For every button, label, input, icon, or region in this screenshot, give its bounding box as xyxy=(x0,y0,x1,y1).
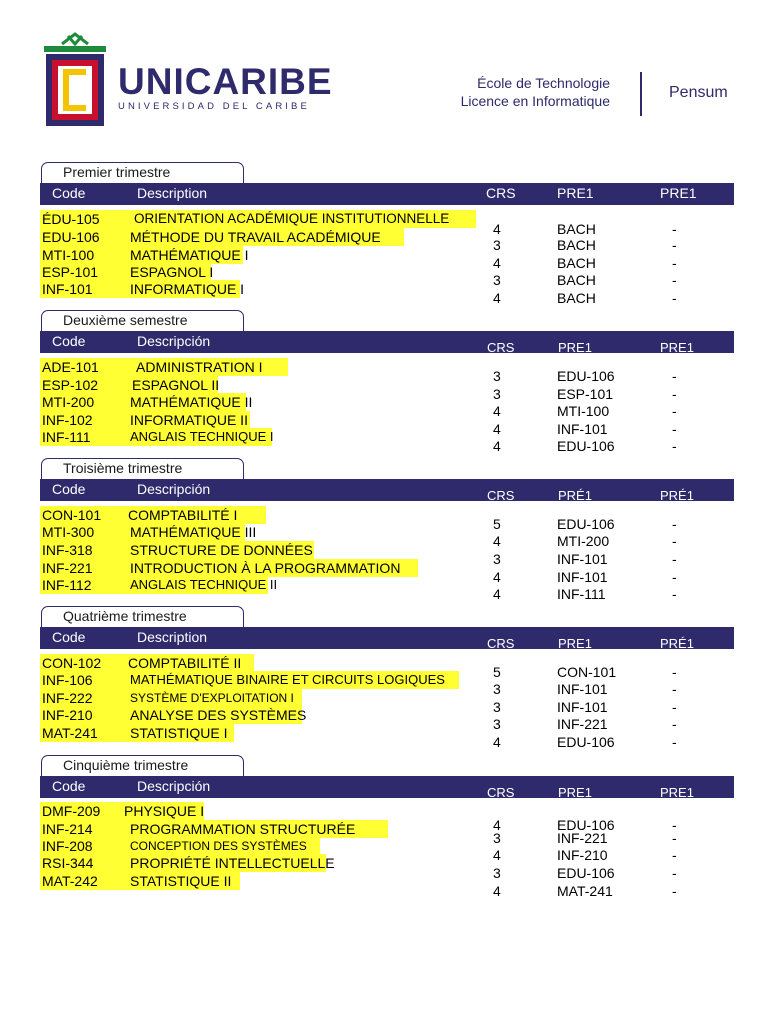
course-credits: 3 xyxy=(493,681,501,697)
course-prereq: MAT-241 xyxy=(557,883,613,899)
course-prereq: EDU-106 xyxy=(557,734,615,750)
course-credits: 5 xyxy=(493,664,501,680)
section-title: Cinquième trimestre xyxy=(63,757,189,773)
header-code: Code xyxy=(52,185,86,201)
course-credits: 3 xyxy=(493,830,501,846)
course-code: INF-106 xyxy=(42,672,93,688)
header-crs: CRS xyxy=(487,636,515,651)
course-prereq2: - xyxy=(672,368,677,384)
table-row xyxy=(40,263,734,288)
table-row xyxy=(40,393,734,419)
course-description: MATHÉMATIQUE II xyxy=(130,394,253,410)
header-crs: CRS xyxy=(487,488,515,503)
course-description: ANALYSE DES SYSTÈMES xyxy=(130,707,307,723)
header-description: Description xyxy=(137,185,208,201)
course-code: MAT-241 xyxy=(42,725,98,741)
course-credits: 3 xyxy=(493,865,501,881)
column-header-bar xyxy=(40,479,734,501)
course-prereq2: - xyxy=(672,421,677,437)
header-description: Descripción xyxy=(137,778,211,794)
section-title: Premier trimestre xyxy=(63,164,171,180)
column-header-bar xyxy=(40,183,734,205)
table-row xyxy=(40,671,734,697)
header-pre1: PRE1 xyxy=(558,785,592,800)
course-prereq: EDU-106 xyxy=(557,516,615,532)
table-row xyxy=(40,228,734,253)
course-prereq: INF-221 xyxy=(557,716,608,732)
course-description: INFORMATIQUE I xyxy=(130,281,245,297)
course-credits: 4 xyxy=(493,438,501,454)
table-row xyxy=(40,280,734,306)
section-title: Quatrième trimestre xyxy=(63,608,187,624)
course-description: ESPAGNOL I xyxy=(130,264,214,280)
course-credits: 4 xyxy=(493,586,501,602)
course-credits: 4 xyxy=(493,847,501,863)
course-prereq2: - xyxy=(672,664,677,680)
table-row xyxy=(40,724,734,750)
header-pre2: PRE1 xyxy=(660,340,694,355)
course-prereq2: - xyxy=(672,516,677,532)
course-credits: 3 xyxy=(493,272,501,288)
table-row xyxy=(40,541,734,567)
course-prereq2: - xyxy=(672,830,677,846)
course-code: ÉDU-105 xyxy=(42,211,100,227)
school-info xyxy=(400,74,610,110)
course-code: INF-222 xyxy=(42,690,93,706)
column-header-bar xyxy=(40,627,734,649)
header-pre1: PRE1 xyxy=(558,636,592,651)
header-code: Code xyxy=(52,629,86,645)
course-prereq2: - xyxy=(672,734,677,750)
school-name: École de Technologie xyxy=(477,75,610,91)
course-prereq2: - xyxy=(672,699,677,715)
course-prereq: INF-101 xyxy=(557,421,608,437)
course-prereq: MTI-100 xyxy=(557,403,610,419)
section-title-tab xyxy=(41,755,244,776)
course-prereq: CON-101 xyxy=(557,664,617,680)
header-pre2: PRE1 xyxy=(660,185,697,201)
brand-name: UNICARIBE xyxy=(118,61,333,102)
course-description: MÉTHODE DU TRAVAIL ACADÉMIQUE xyxy=(130,229,381,245)
course-description: COMPTABILITÉ II xyxy=(128,655,242,671)
course-prereq: BACH xyxy=(557,272,596,288)
course-credits: 3 xyxy=(493,551,501,567)
course-code: INF-112 xyxy=(42,577,92,593)
course-description: INTRODUCTION À LA PROGRAMMATION xyxy=(130,560,401,576)
table-row xyxy=(40,576,734,602)
course-code: MTI-300 xyxy=(42,524,95,540)
course-prereq: INF-101 xyxy=(557,551,608,567)
header-crs: CRS xyxy=(486,185,516,201)
course-prereq: INF-101 xyxy=(557,569,608,585)
header-divider xyxy=(640,72,642,116)
header-code: Code xyxy=(52,481,86,497)
course-code: INF-221 xyxy=(42,560,93,576)
header-pre1: PRE1 xyxy=(558,340,592,355)
course-prereq: EDU-106 xyxy=(557,368,615,384)
header-pre1: PRE1 xyxy=(557,185,594,201)
course-description: PROPRIÉTÉ INTELLECTUELLE xyxy=(130,855,335,871)
header-pre2: PRÉ1 xyxy=(660,636,694,651)
course-prereq2: - xyxy=(672,255,677,271)
course-code: ADE-101 xyxy=(42,359,99,375)
course-prereq2: - xyxy=(672,586,677,602)
header-description: Descripción xyxy=(137,333,211,349)
course-credits: 3 xyxy=(493,237,501,253)
course-code: INF-318 xyxy=(42,542,93,558)
brand-subtitle: UNIVERSIDAD DEL CARIBE xyxy=(118,101,310,112)
course-credits: 4 xyxy=(493,221,501,237)
course-code: DMF-209 xyxy=(42,803,101,819)
course-description: INFORMATIQUE II xyxy=(130,412,248,428)
course-code: ESP-101 xyxy=(42,264,99,280)
header-pre2: PRÉ1 xyxy=(660,488,694,503)
course-prereq2: - xyxy=(672,551,677,567)
course-prereq2: - xyxy=(672,403,677,419)
course-description: STATISTIQUE I xyxy=(130,725,228,741)
course-prereq: BACH xyxy=(557,221,596,237)
header-code: Code xyxy=(52,333,86,349)
course-code: MTI-200 xyxy=(42,394,95,410)
course-prereq: MTI-200 xyxy=(557,533,610,549)
column-header-bar xyxy=(40,331,734,353)
course-code: INF-101 xyxy=(42,281,93,297)
course-prereq2: - xyxy=(672,221,677,237)
course-credits: 4 xyxy=(493,403,501,419)
course-prereq2: - xyxy=(672,272,677,288)
course-description: MATHÉMATIQUE BINAIRE ET CIRCUITS LOGIQUES xyxy=(130,672,445,687)
section-title: Troisième trimestre xyxy=(63,460,183,476)
course-description: ANGLAIS TECHNIQUE II xyxy=(130,577,278,592)
course-prereq2: - xyxy=(672,817,677,833)
brand-block xyxy=(118,61,333,112)
course-prereq: BACH xyxy=(557,255,596,271)
course-prereq: INF-101 xyxy=(557,699,608,715)
course-description: MATHÉMATIQUE III xyxy=(130,524,257,540)
course-credits: 4 xyxy=(493,421,501,437)
course-prereq: ESP-101 xyxy=(557,386,614,402)
course-prereq: EDU-106 xyxy=(557,865,615,881)
course-credits: 4 xyxy=(493,290,501,306)
course-prereq: INF-111 xyxy=(557,586,606,602)
course-prereq: EDU-106 xyxy=(557,438,615,454)
degree-name: Licence en Informatique xyxy=(460,93,610,109)
section-title-tab xyxy=(41,310,244,331)
course-prereq: INF-221 xyxy=(557,830,608,846)
course-description: SYSTÈME D'EXPLOITATION I xyxy=(130,691,294,705)
course-prereq: BACH xyxy=(557,237,596,253)
course-description: STRUCTURE DE DONNÉES xyxy=(130,542,313,558)
table-row xyxy=(40,706,734,732)
header-description: Description xyxy=(137,629,208,645)
course-description: CONCEPTION DES SYSTÈMES xyxy=(130,839,307,853)
course-credits: 4 xyxy=(493,883,501,899)
course-code: CON-101 xyxy=(42,507,102,523)
course-description: MATHÉMATIQUE I xyxy=(130,247,249,263)
unicaribe-logo xyxy=(40,30,110,130)
course-description: COMPTABILITÉ I xyxy=(128,507,238,523)
course-description: ANGLAIS TECHNIQUE I xyxy=(130,429,274,444)
table-row xyxy=(40,246,734,271)
course-credits: 5 xyxy=(493,516,501,532)
course-prereq: BACH xyxy=(557,290,596,306)
section-title-tab xyxy=(41,458,244,479)
course-description: PHYSIQUE I xyxy=(124,803,205,819)
header-crs: CRS xyxy=(487,785,515,800)
course-prereq2: - xyxy=(672,533,677,549)
course-code: EDU-106 xyxy=(42,229,100,245)
course-prereq: INF-210 xyxy=(557,847,608,863)
course-code: INF-214 xyxy=(42,821,93,837)
table-row xyxy=(40,523,734,549)
course-code: INF-208 xyxy=(42,838,93,854)
document-title: Pensum xyxy=(669,84,728,101)
table-row xyxy=(40,358,734,384)
header-code: Code xyxy=(52,778,86,794)
course-prereq2: - xyxy=(672,438,677,454)
course-credits: 3 xyxy=(493,716,501,732)
course-code: RSI-344 xyxy=(42,855,94,871)
course-description: ESPAGNOL II xyxy=(132,377,220,393)
column-header-bar xyxy=(40,776,734,798)
table-row xyxy=(40,428,734,454)
course-credits: 4 xyxy=(493,255,501,271)
course-code: INF-210 xyxy=(42,707,93,723)
section-title-tab xyxy=(41,162,244,183)
course-code: MAT-242 xyxy=(42,873,98,889)
course-description: ADMINISTRATION I xyxy=(136,359,263,375)
course-prereq2: - xyxy=(672,237,677,253)
header-pre1: PRÉ1 xyxy=(558,488,592,503)
course-prereq2: - xyxy=(672,569,677,585)
course-code: ESP-102 xyxy=(42,377,99,393)
header-pre2: PRE1 xyxy=(660,785,694,800)
course-credits: 3 xyxy=(493,368,501,384)
course-code: INF-102 xyxy=(42,412,93,428)
course-code: CON-102 xyxy=(42,655,102,671)
course-credits: 4 xyxy=(493,734,501,750)
course-credits: 4 xyxy=(493,533,501,549)
course-credits: 3 xyxy=(493,386,501,402)
course-prereq2: - xyxy=(672,847,677,863)
course-prereq2: - xyxy=(672,386,677,402)
course-credits: 3 xyxy=(493,699,501,715)
section-title: Deuxième semestre xyxy=(63,312,188,328)
course-description: STATISTIQUE II xyxy=(130,873,232,889)
course-prereq2: - xyxy=(672,290,677,306)
course-prereq: INF-101 xyxy=(557,681,608,697)
course-prereq2: - xyxy=(672,883,677,899)
course-code: INF-111 xyxy=(42,429,91,445)
course-code: MTI-100 xyxy=(42,247,95,263)
section-title-tab xyxy=(41,606,244,627)
table-row xyxy=(40,872,734,899)
course-description: ORIENTATION ACADÉMIQUE INSTITUTIONNELLE xyxy=(134,211,450,226)
header-crs: CRS xyxy=(487,340,515,355)
course-credits: 4 xyxy=(493,817,501,833)
header-description: Descripción xyxy=(137,481,211,497)
course-description: PROGRAMMATION STRUCTURÉE xyxy=(130,821,356,837)
course-prereq: EDU-106 xyxy=(557,817,615,833)
course-credits: 4 xyxy=(493,569,501,585)
course-prereq2: - xyxy=(672,716,677,732)
course-prereq2: - xyxy=(672,865,677,881)
course-prereq2: - xyxy=(672,681,677,697)
